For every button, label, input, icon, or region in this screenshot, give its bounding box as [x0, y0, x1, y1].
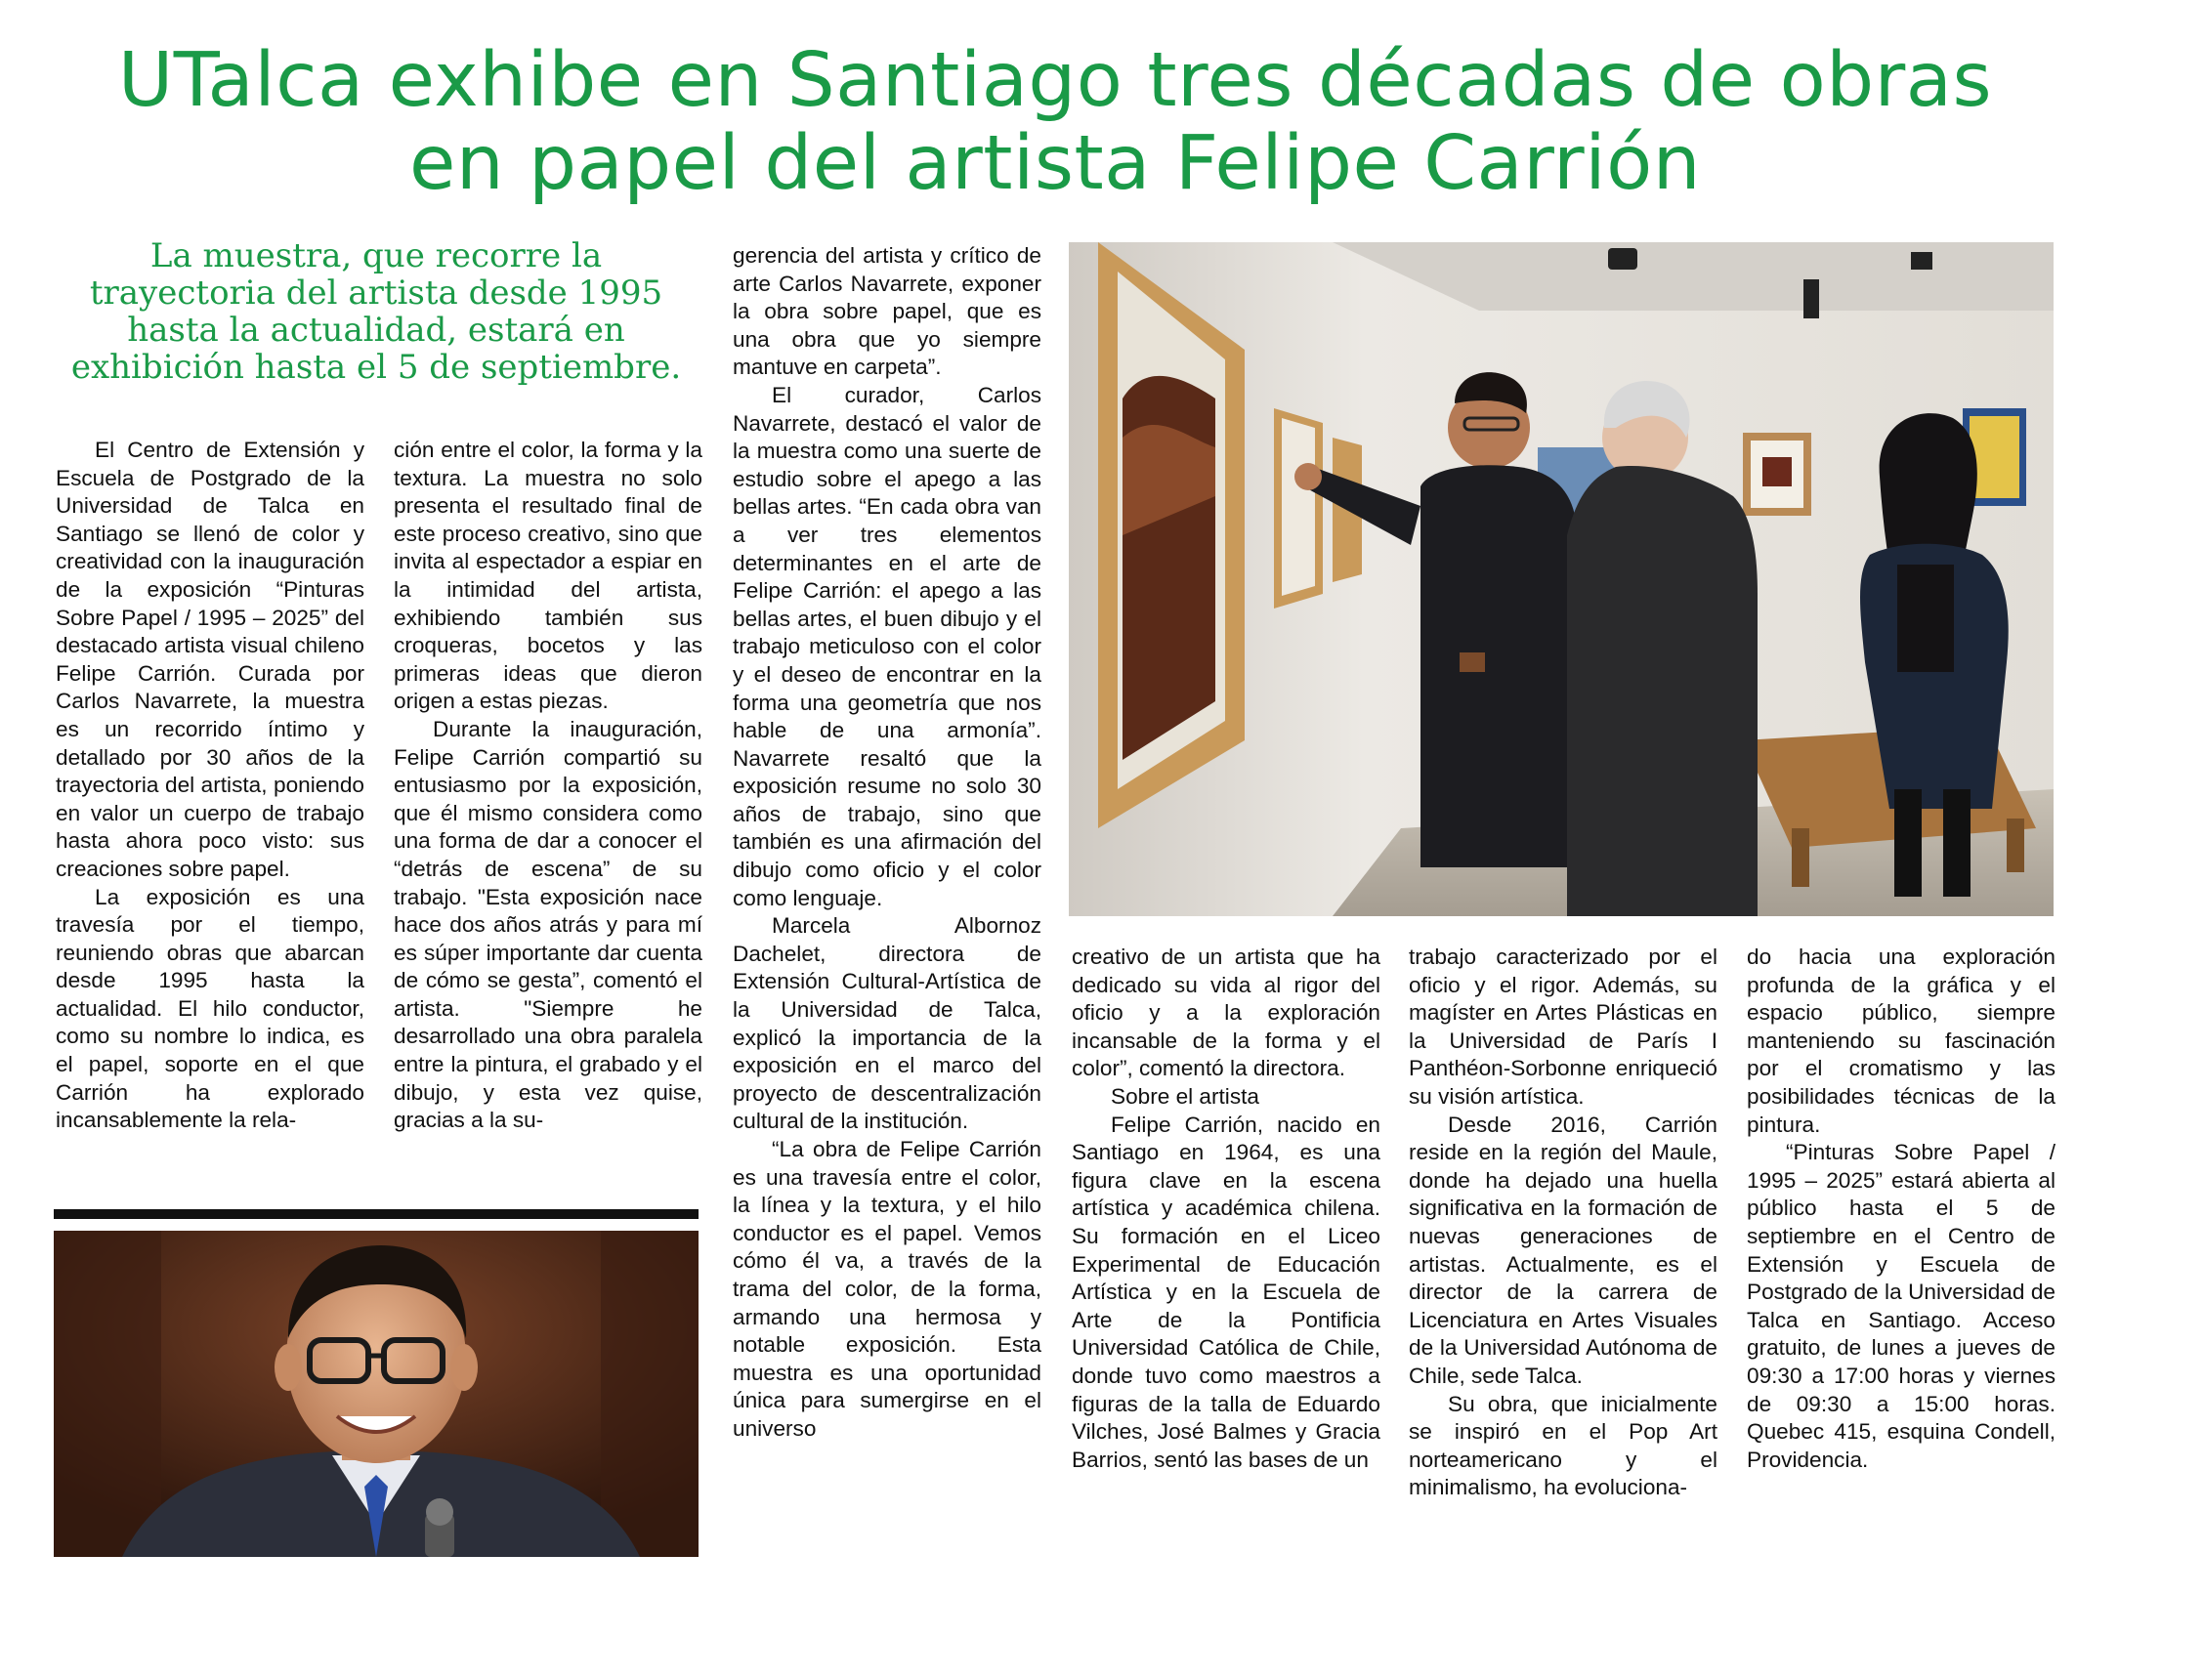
paragraph: Durante la inauguración, Felipe Carrión compartió su entusiasmo por la exposición, que él mismo considera como una forma de dar a conocer el “detrás de escena” de su trabajo. "Esta exposición nace hace dos años atrás y para mí es súper importante dar cuenta de cómo se gesta”, comentó el artista. "Siempre he desarrollado una obra paralela entre la pintura, el grabado y el dibujo, y esta vez quise, gracias a la su- — [394, 716, 702, 1133]
paragraph: Su obra, que inicialmente se inspiró en el Pop Art norteamericano y el minimalismo, ha evoluciona- — [1409, 1391, 1717, 1500]
lede: La muestra, que recorre la trayectoria del artista desde 1995 hasta la actualidad, estará en exhibición hasta el 5 de septiembre. — [70, 236, 682, 387]
headline-line-1: UTalca exhibe en Santiago tres décadas de obras — [117, 37, 1993, 124]
paragraph: ción entre el color, la forma y la textura. La muestra no solo presenta el resultado final de este proceso creativo, sino que invita al espectador a espiar en la intimidad del artista, exhibiendo también sus croqueras, bocetos y las primeras ideas que dieron origen a estas piezas. — [394, 438, 702, 714]
article-column-3 — [733, 242, 1041, 1444]
article-column-6 — [1747, 944, 2056, 1474]
headline-line-2: en papel del artista Felipe Carrión — [408, 120, 1702, 207]
divider-rule — [54, 1209, 699, 1219]
portrait-photo — [54, 1231, 699, 1557]
gallery-photo — [1069, 242, 2054, 916]
paragraph: “Pinturas Sobre Papel / 1995 – 2025” estará abierta al público hasta el 5 de septiembre en el Centro de Extensión y Escuela de Postgrado de la Universidad de Talca en Santiago. Acceso gratuito, de lunes a jueves de 09:30 a 17:00 horas y viernes de 09:30 a 15:00 horas. Quebec 415, esquina Condell, Providencia. — [1747, 1140, 2056, 1472]
paragraph: do hacia una exploración profunda de la gráfica y el espacio público, siempre manteniendo su fascinación por el cromatismo y las posibilidades técnicas de la pintura. — [1747, 945, 2056, 1137]
paragraph: Desde 2016, Carrión reside en la región del Maule, donde ha dejado una huella significativa en la formación de nuevas generaciones de artistas. Actualmente, es el director de la carrera de Licenciatura en Artes Visuales de la Universidad Autónoma de Chile, sede Talca. — [1409, 1112, 1717, 1388]
paragraph: Marcela Albornoz Dachelet, directora de Extensión Cultural-Artística de la Universidad de Talca, explicó la importancia de la exposición en el marco del proyecto de descentralización cultural de la institución. — [733, 913, 1041, 1134]
article-column-1 — [56, 437, 364, 1135]
article-column-4 — [1072, 944, 1380, 1474]
portrait-illustration — [54, 1231, 699, 1557]
article-column-5 — [1409, 944, 1717, 1502]
paragraph: La exposición es una travesía por el tiempo, reuniendo obras que abarcan desde 1995 hasta la actualidad. El hilo conductor, como su nombre lo indica, es el papel, soporte en el que Carrión ha explorado incansablemente la rela- — [56, 884, 364, 1133]
gallery-illustration — [1069, 242, 2054, 916]
paragraph: El Centro de Extensión y Escuela de Postgrado de la Universidad de Talca en Santiago se llenó de color y creatividad con la inauguración de la exposición “Pinturas Sobre Papel / 1995 – 2025” del destacado artista visual chileno Felipe Carrión. Curada por Carlos Navarrete, la muestra es un recorrido íntimo y detallado por 30 años de la trayectoria del artista, poniendo en valor un cuerpo de trabajo hasta ahora poco visto: sus creaciones sobre papel. — [56, 438, 364, 881]
paragraph: trabajo caracterizado por el oficio y el rigor. Además, su magíster en Artes Plásticas en la Universidad de París I Panthéon-Sorbonne enriqueció su visión artística. — [1409, 945, 1717, 1109]
paragraph: “La obra de Felipe Carrión es una travesía entre el color, la línea y la textura, y el hilo conductor es el papel. Vemos cómo él va, a través de la trama del color, de la forma, armando una hermosa y notable exposición. Esta muestra es una oportunidad única para sumergirse en el universo — [733, 1137, 1041, 1441]
article-column-2 — [394, 437, 702, 1135]
paragraph: Felipe Carrión, nacido en Santiago en 1964, es una figura clave en la escena artística y académica chilena. Su formación en el Liceo Experimental de Educación Artística y en la Escuela de Arte de la Pontificia Universidad Católica de Chile, donde tuvo como maestros a figuras de la talla de Eduardo Vilches, José Balmes y Gracia Barrios, sentó las bases de un — [1072, 1112, 1380, 1472]
headline — [59, 39, 2052, 205]
subheading: Sobre el artista — [1111, 1083, 1259, 1109]
paragraph: creativo de un artista que ha dedicado su vida al rigor del oficio y a la exploración incansable de la forma y el color”, comentó la directora. — [1072, 945, 1380, 1081]
paragraph: gerencia del artista y crítico de arte Carlos Navarrete, exponer la obra sobre papel, que es una obra que yo siempre mantuve en carpeta”. — [733, 243, 1041, 380]
paragraph: El curador, Carlos Navarrete, destacó el valor de la muestra como una suerte de estudio sobre el apego a las bellas artes. “En cada obra van a ver tres elementos determinantes en el arte de Felipe Carrión: el apego a las bellas artes, el buen dibujo y el trabajo meticuloso con el color y el deseo de encontrar en la forma una geometría que nos hable de una armonía”. Navarrete resaltó que la exposición resume no solo 30 años de trabajo, sino que también es una afirmación del dibujo como oficio y el color como lenguaje. — [733, 382, 1041, 910]
